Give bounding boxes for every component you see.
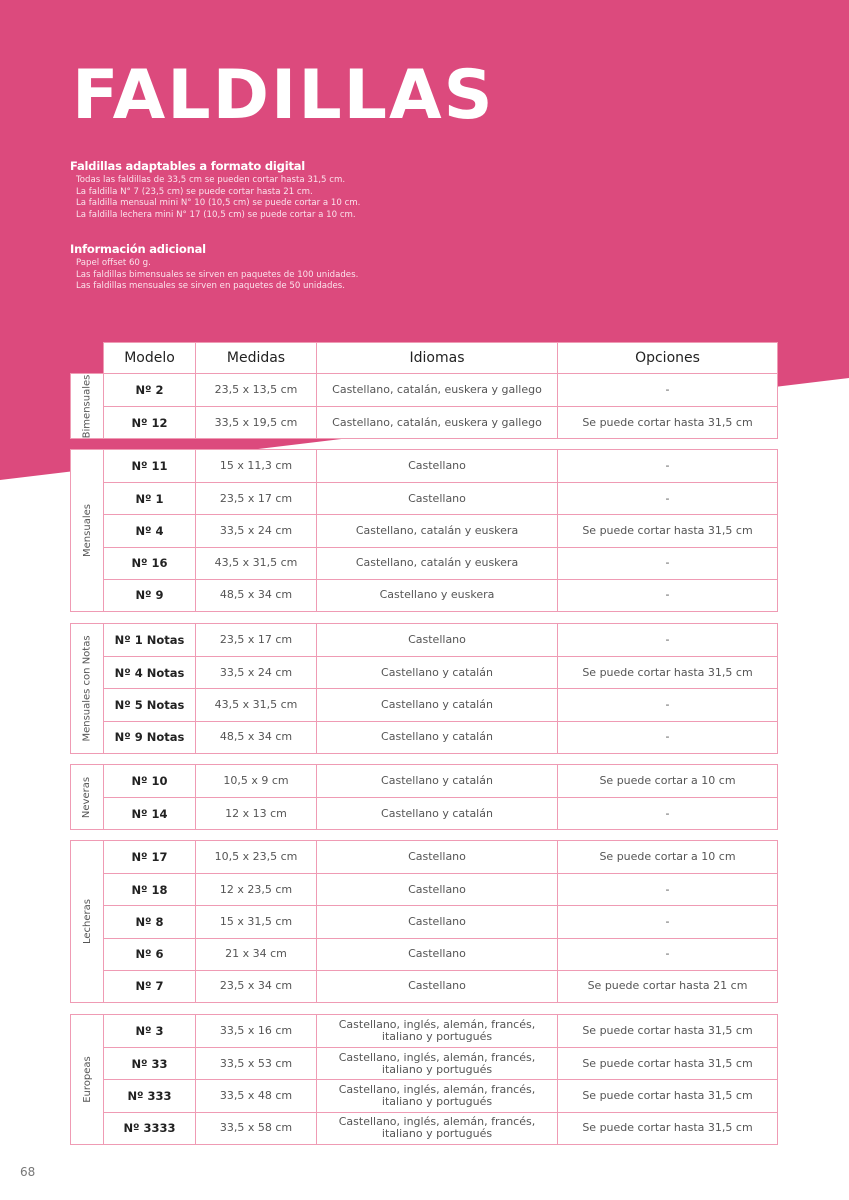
additional-info-title: Información adicional <box>70 242 206 256</box>
table-row <box>103 656 777 688</box>
group-label <box>70 764 103 830</box>
cell-opciones: - <box>665 588 670 602</box>
cell-medidas: 43,5 x 31,5 cm <box>196 548 317 579</box>
cell-idiomas: Castellano, inglés, alemán, francés, italiano y portugués <box>317 1048 558 1079</box>
cell-modelo: Nº 10 <box>104 765 196 797</box>
cell-medidas: 23,5 x 17 cm <box>196 483 317 514</box>
cell-medidas: 23,5 x 34 cm <box>196 971 317 1002</box>
cell-idiomas: Castellano, inglés, alemán, francés, italiano y portugués <box>317 1080 558 1111</box>
cell-medidas: 33,5 x 48 cm <box>196 1080 317 1111</box>
group-label <box>70 1014 103 1145</box>
cell-modelo: Nº 9 <box>104 580 196 611</box>
page-title: FALDILLAS <box>72 56 495 135</box>
table-row <box>103 765 777 797</box>
cell-opciones: Se puede cortar hasta 31,5 cm <box>582 415 753 429</box>
cell-modelo: Nº 5 Notas <box>104 689 196 720</box>
cell-opciones: Se puede cortar hasta 21 cm <box>587 979 748 993</box>
table-group <box>70 373 778 439</box>
cell-modelo: Nº 1 <box>104 483 196 514</box>
group-label <box>70 449 103 612</box>
cell-modelo: Nº 9 Notas <box>104 722 196 753</box>
table-row <box>103 514 777 546</box>
cell-medidas: 33,5 x 58 cm <box>196 1113 317 1144</box>
cell-medidas: 23,5 x 17 cm <box>196 624 317 656</box>
cell-idiomas: Castellano <box>317 841 558 873</box>
group-rows <box>103 373 778 439</box>
header-idiomas: Idiomas <box>317 343 558 373</box>
cell-modelo: Nº 4 <box>104 515 196 546</box>
table-row <box>103 406 777 438</box>
cell-modelo: Nº 1 Notas <box>104 624 196 656</box>
table-row <box>103 1015 777 1047</box>
table-group <box>70 764 778 830</box>
cell-idiomas: Castellano <box>317 450 558 482</box>
digital-info-line: La faldilla lechera mini N° 17 (10,5 cm) se puede cortar a 10 cm. <box>76 209 356 220</box>
cell-opciones: - <box>665 633 670 647</box>
cell-modelo: Nº 8 <box>104 906 196 937</box>
cell-medidas: 33,5 x 16 cm <box>196 1015 317 1047</box>
cell-idiomas: Castellano y catalán <box>317 765 558 797</box>
group-label <box>70 623 103 754</box>
cell-opciones: Se puede cortar hasta 31,5 cm <box>582 1121 753 1135</box>
group-label-text: Mensuales con Notas <box>81 635 93 742</box>
cell-medidas: 10,5 x 23,5 cm <box>196 841 317 873</box>
cell-medidas: 10,5 x 9 cm <box>196 765 317 797</box>
cell-medidas: 15 x 11,3 cm <box>196 450 317 482</box>
cell-modelo: Nº 333 <box>104 1080 196 1111</box>
cell-modelo: Nº 11 <box>104 450 196 482</box>
group-rows <box>103 449 778 612</box>
cell-idiomas: Castellano y catalán <box>317 722 558 753</box>
table-row <box>103 688 777 720</box>
group-rows <box>103 623 778 754</box>
group-label <box>70 373 103 439</box>
group-label-text: Lecheras <box>81 898 93 944</box>
cell-opciones: - <box>665 914 670 928</box>
digital-info-title: Faldillas adaptables a formato digital <box>70 159 306 173</box>
cell-modelo: Nº 3 <box>104 1015 196 1047</box>
group-label <box>70 840 103 1003</box>
table-row <box>103 374 777 406</box>
cell-modelo: Nº 18 <box>104 874 196 905</box>
cell-modelo: Nº 14 <box>104 798 196 829</box>
cell-idiomas: Castellano <box>317 906 558 937</box>
additional-info-line: Las faldillas mensuales se sirven en paquetes de 50 unidades. <box>76 281 345 292</box>
cell-idiomas: Castellano y catalán <box>317 657 558 688</box>
cell-opciones: - <box>665 730 670 744</box>
cell-idiomas: Castellano y catalán <box>317 689 558 720</box>
table-group <box>70 449 778 612</box>
cell-idiomas: Castellano, inglés, alemán, francés, italiano y portugués <box>317 1113 558 1144</box>
digital-info-block <box>70 159 360 221</box>
cell-idiomas: Castellano y catalán <box>317 798 558 829</box>
cell-idiomas: Castellano <box>317 624 558 656</box>
cell-medidas: 48,5 x 34 cm <box>196 580 317 611</box>
cell-idiomas: Castellano, inglés, alemán, francés, italiano y portugués <box>317 1015 558 1047</box>
digital-info-line: La faldilla mensual mini N° 10 (10,5 cm) se puede cortar a 10 cm. <box>76 198 361 209</box>
group-rows <box>103 840 778 1003</box>
additional-info-line: Papel offset 60 g. <box>76 258 151 268</box>
group-rows <box>103 764 778 830</box>
table-row <box>103 579 777 611</box>
cell-modelo: Nº 7 <box>104 971 196 1002</box>
cell-medidas: 21 x 34 cm <box>196 939 317 970</box>
cell-modelo: Nº 3333 <box>104 1113 196 1144</box>
cell-medidas: 12 x 13 cm <box>196 798 317 829</box>
table-row <box>103 482 777 514</box>
table-row <box>103 450 777 482</box>
table-row <box>103 905 777 937</box>
group-label-text: Bimensuales <box>81 374 93 439</box>
cell-modelo: Nº 6 <box>104 939 196 970</box>
cell-modelo: Nº 12 <box>104 407 196 438</box>
cell-opciones: Se puede cortar hasta 31,5 cm <box>582 1088 753 1102</box>
additional-info-line: Las faldillas bimensuales se sirven en paquetes de 100 unidades. <box>76 269 359 280</box>
cell-opciones: Se puede cortar a 10 cm <box>599 774 736 788</box>
table-row <box>103 547 777 579</box>
table-row <box>103 841 777 873</box>
group-label-text: Europeas <box>81 1056 93 1103</box>
cell-opciones: - <box>665 947 670 961</box>
digital-info-line: La faldilla N° 7 (23,5 cm) se puede cortar hasta 21 cm. <box>76 186 313 197</box>
table-row <box>103 624 777 656</box>
table-row <box>103 938 777 970</box>
cell-medidas: 15 x 31,5 cm <box>196 906 317 937</box>
group-label-text: Mensuales <box>81 504 93 557</box>
cell-medidas: 12 x 23,5 cm <box>196 874 317 905</box>
cell-medidas: 43,5 x 31,5 cm <box>196 689 317 720</box>
cell-idiomas: Castellano, catalán, euskera y gallego <box>317 407 558 438</box>
cell-medidas: 33,5 x 19,5 cm <box>196 407 317 438</box>
cell-medidas: 33,5 x 24 cm <box>196 515 317 546</box>
table-row <box>103 797 777 829</box>
cell-opciones: Se puede cortar hasta 31,5 cm <box>582 1024 753 1038</box>
cell-modelo: Nº 17 <box>104 841 196 873</box>
cell-idiomas: Castellano <box>317 874 558 905</box>
cell-opciones: - <box>665 556 670 570</box>
table-row <box>103 970 777 1002</box>
header-modelo: Modelo <box>104 343 196 373</box>
cell-opciones: - <box>665 882 670 896</box>
cell-idiomas: Castellano <box>317 971 558 1002</box>
page-number: 68 <box>20 1165 36 1179</box>
header-medidas: Medidas <box>196 343 317 373</box>
cell-idiomas: Castellano <box>317 939 558 970</box>
cell-idiomas: Castellano y euskera <box>317 580 558 611</box>
table-row <box>103 1112 777 1144</box>
additional-info-block <box>70 242 358 293</box>
cell-modelo: Nº 2 <box>104 374 196 406</box>
cell-idiomas: Castellano, catalán y euskera <box>317 548 558 579</box>
table-row <box>103 721 777 753</box>
cell-idiomas: Castellano, catalán, euskera y gallego <box>317 374 558 406</box>
group-label-text: Neveras <box>81 776 93 818</box>
table-row <box>103 1047 777 1079</box>
digital-info-line: Todas las faldillas de 33,5 cm se pueden cortar hasta 31,5 cm. <box>76 175 346 185</box>
table-group <box>70 1014 778 1145</box>
table-group <box>70 840 778 1003</box>
cell-opciones: - <box>665 806 670 820</box>
cell-opciones: Se puede cortar hasta 31,5 cm <box>582 665 753 679</box>
table-group <box>70 623 778 754</box>
cell-modelo: Nº 4 Notas <box>104 657 196 688</box>
cell-modelo: Nº 16 <box>104 548 196 579</box>
cell-opciones: - <box>665 383 670 397</box>
cell-modelo: Nº 33 <box>104 1048 196 1079</box>
cell-idiomas: Castellano, catalán y euskera <box>317 515 558 546</box>
header-opciones: Opciones <box>635 350 700 366</box>
cell-opciones: - <box>665 459 670 473</box>
group-rows <box>103 1014 778 1145</box>
cell-opciones: - <box>665 697 670 711</box>
table-row <box>103 873 777 905</box>
cell-medidas: 23,5 x 13,5 cm <box>196 374 317 406</box>
cell-medidas: 48,5 x 34 cm <box>196 722 317 753</box>
table-row <box>103 1079 777 1111</box>
cell-opciones: Se puede cortar a 10 cm <box>599 850 736 864</box>
cell-opciones: Se puede cortar hasta 31,5 cm <box>582 1056 753 1070</box>
cell-opciones: - <box>665 491 670 505</box>
cell-medidas: 33,5 x 24 cm <box>196 657 317 688</box>
table-header <box>103 342 778 374</box>
cell-medidas: 33,5 x 53 cm <box>196 1048 317 1079</box>
cell-opciones: Se puede cortar hasta 31,5 cm <box>582 523 753 537</box>
cell-idiomas: Castellano <box>317 483 558 514</box>
